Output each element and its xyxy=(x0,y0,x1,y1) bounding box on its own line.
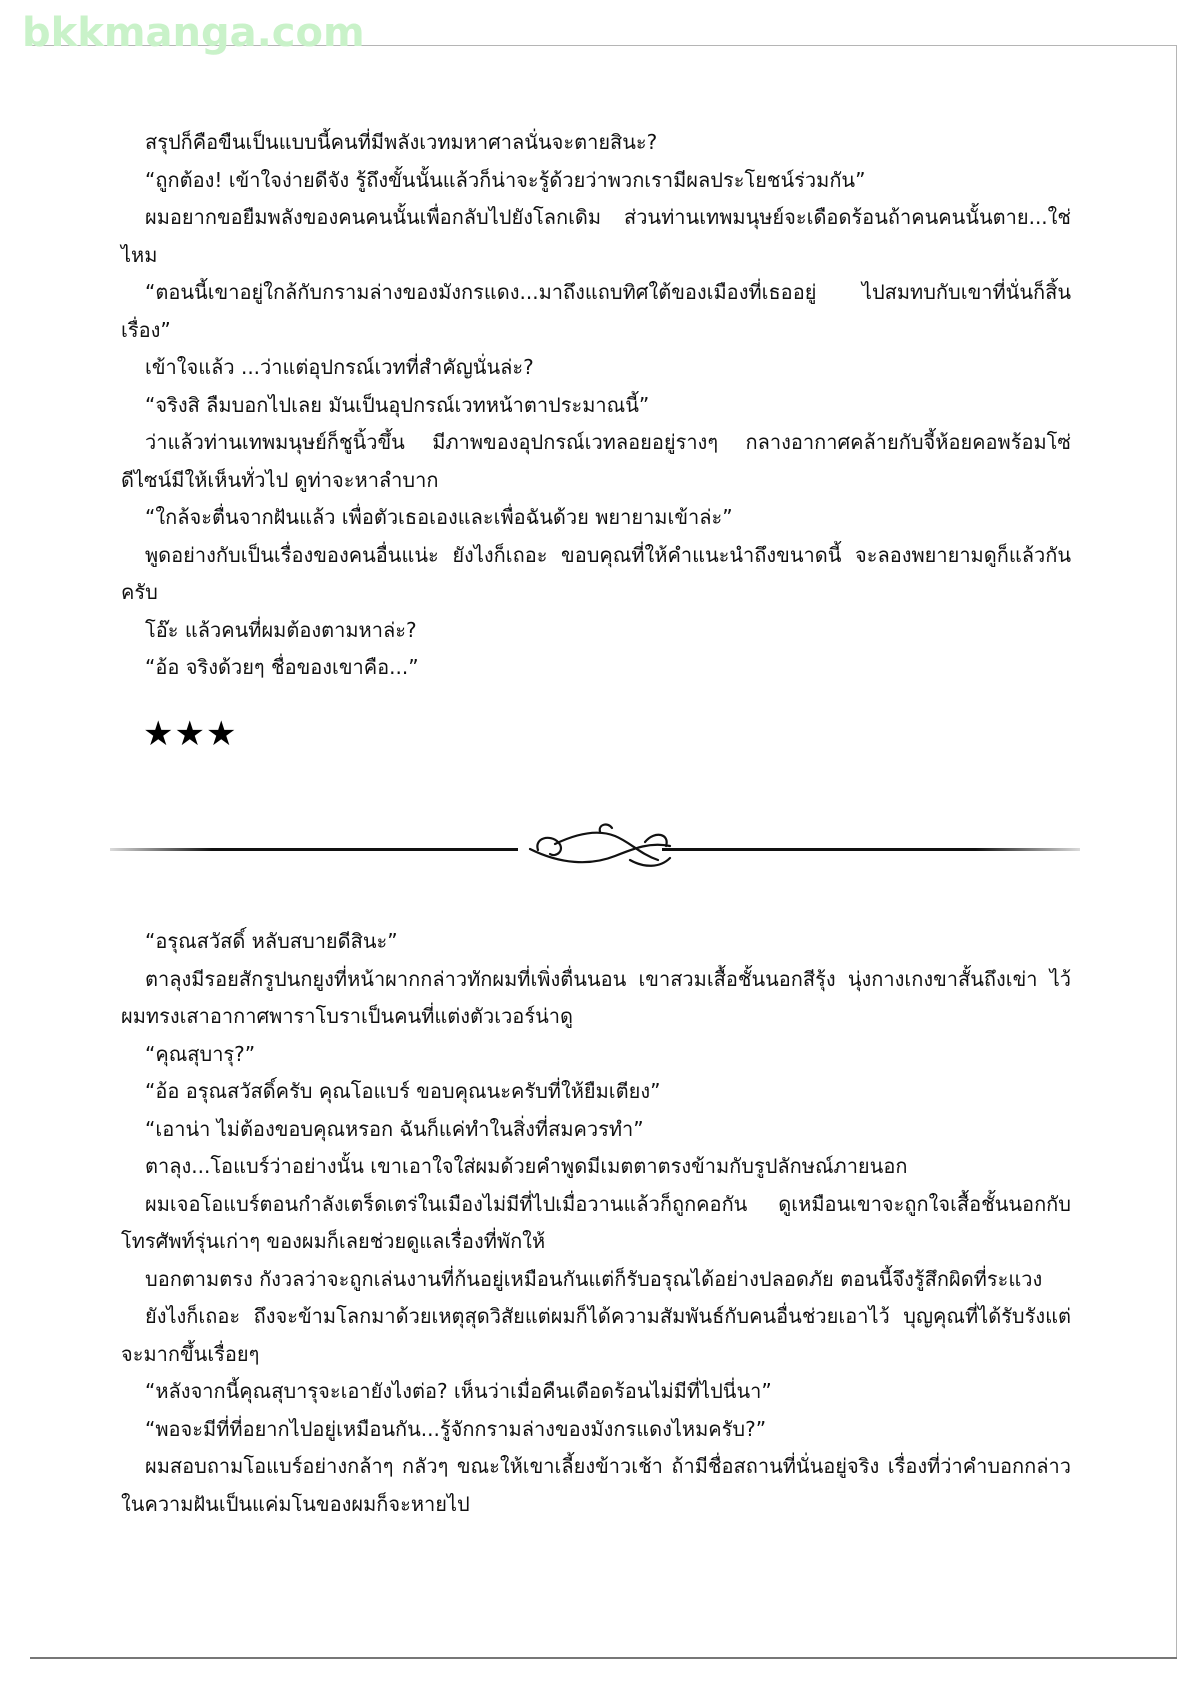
page-border-right xyxy=(1176,45,1177,1657)
paragraph: “จริงสิ ลืมบอกไปเลย มันเป็นอุปกรณ์เวทหน้าตาประมาณนี้” xyxy=(145,392,650,417)
paragraph: ว่าแล้วท่านเทพมนุษย์ก็ชูนิ้วขึ้น มีภาพของอุปกรณ์เวทลอยอยู่รางๆ กลางอากาศคล้ายกับจี้ห้อยคอพร้อมโซ่ ดีไซน์มีให้เห็นทั่วไป ดูท่าจะหาลำบาก xyxy=(121,430,1071,492)
scene-break-stars: ★★★ xyxy=(143,714,238,754)
paragraph: “ถูกต้อง! เข้าใจง่ายดีจัง รู้ถึงขั้นนั้นแล้วก็น่าจะรู้ด้วยว่าพวกเรามีผลประโยชน์ร่วมกัน” xyxy=(145,167,866,192)
story-section-1 xyxy=(121,124,1071,687)
paragraph: บอกตามตรง กังวลว่าจะถูกเล่นงานที่ก้นอยู่เหมือนกันแต่ก็รับอรุณได้อย่างปลอดภัย ตอนนี้จึงรู้สึกผิดที่ระแวง xyxy=(145,1266,1043,1291)
paragraph: ผมอยากขอยืมพลังของคนคนนั้นเพื่อกลับไปยังโลกเดิม ส่วนท่านเทพมนุษย์จะเดือดร้อนถ้าคนคนนั้นตาย...ใช่ไหม xyxy=(121,205,1071,267)
paragraph: “อ้อ อรุณสวัสดิ์ครับ คุณโอแบร์ ขอบคุณนะครับที่ให้ยืมเตียง” xyxy=(145,1079,661,1103)
paragraph: “อ้อ จริงด้วยๆ ชื่อของเขาคือ...” xyxy=(145,655,419,679)
page-border-bottom xyxy=(30,1657,1177,1659)
ornamental-divider xyxy=(110,820,1080,880)
paragraph: ยังไงก็เถอะ ถึงจะข้ามโลกมาด้วยเหตุสุดวิสัยแต่ผมก็ได้ความสัมพันธ์กับคนอื่นช่วยเอาไว้ บุญคุณที่ได้รับรังแต่จะมากขึ้นเรื่อยๆ xyxy=(121,1304,1071,1366)
paragraph: “เอาน่า ไม่ต้องขอบคุณหรอก ฉันก็แค่ทำในสิ่งที่สมควรทำ” xyxy=(145,1116,644,1141)
paragraph: “พอจะมีที่ที่อยากไปอยู่เหมือนกัน...รู้จักกรามล่างของมังกรแดงไหมครับ?” xyxy=(145,1416,767,1441)
paragraph: ผมเจอโอแบร์ตอนกำลังเตร็ดเตร่ในเมืองไม่มีที่ไปเมื่อวานแล้วก็ถูกคอกัน ดูเหมือนเขาจะถูกใจเสื้อชั้นนอกกับโทรศัพท์รุ่นเก่าๆ ของผมก็เลยช่วยดูแลเรื่องที่พักให้ xyxy=(121,1191,1071,1253)
paragraph: ตาลุงมีรอยสักรูปนกยูงที่หน้าผากกล่าวทักผมที่เพิ่งตื่นนอน เขาสวมเสื้อชั้นนอกสีรุ้ง นุ่งกางเกงขาสั้นถึงเข่า ไว้ผมทรงเสาอากาศพาราโบราเป็นคนที่แต่งตัวเวอร์น่าดู xyxy=(121,966,1071,1028)
paragraph: “หลังจากนี้คุณสุบารุจะเอายังไงต่อ? เห็นว่าเมื่อคืนเดือดร้อนไม่มีที่ไปนี่นา” xyxy=(145,1379,772,1403)
paragraph: “ใกล้จะตื่นจากฝันแล้ว เพื่อตัวเธอเองและเพื่อฉันด้วย พยายามเข้าล่ะ” xyxy=(145,505,733,529)
paragraph: โอ๊ะ แล้วคนที่ผมต้องตามหาล่ะ? xyxy=(145,617,417,642)
paragraph: สรุปก็คือขืนเป็นแบบนี้คนที่มีพลังเวทมหาศาลนั่นจะตายสินะ? xyxy=(145,130,658,154)
paragraph: พูดอย่างกับเป็นเรื่องของคนอื่นแน่ะ ยังไงก็เถอะ ขอบคุณที่ให้คำแนะนำถึงขนาดนี้ จะลองพยายามดูก็แล้วกันครับ xyxy=(121,542,1071,604)
paragraph: “อรุณสวัสดิ์ หลับสบายดีสินะ” xyxy=(145,929,398,953)
story-section-2 xyxy=(121,923,1071,1523)
paragraph: ตาลุง...โอแบร์ว่าอย่างนั้น เขาเอาใจใส่ผมด้วยคำพูดมีเมตตาตรงข้ามกับรูปลักษณ์ภายนอก xyxy=(145,1154,908,1178)
paragraph: ผมสอบถามโอแบร์อย่างกล้าๆ กลัวๆ ขณะให้เขาเลี้ยงข้าวเช้า ถ้ามีชื่อสถานที่นั่นอยู่จริง เรื่องที่ว่าคำบอกกล่าวในความฝันเป็นแค่มโนของผมก็จะหายไป xyxy=(121,1454,1071,1516)
paragraph: “ตอนนี้เขาอยู่ใกล้กับกรามล่างของมังกรแดง...มาถึงแถบทิศใต้ของเมืองที่เธออยู่ ไปสมทบกับเขาที่นั่นก็สิ้นเรื่อง” xyxy=(121,280,1071,342)
site-watermark: bkkmanga.com xyxy=(22,10,365,56)
paragraph: เข้าใจแล้ว ...ว่าแต่อุปกรณ์เวทที่สำคัญนั่นล่ะ? xyxy=(145,355,534,379)
paragraph: “คุณสุบารุ?” xyxy=(145,1041,256,1066)
